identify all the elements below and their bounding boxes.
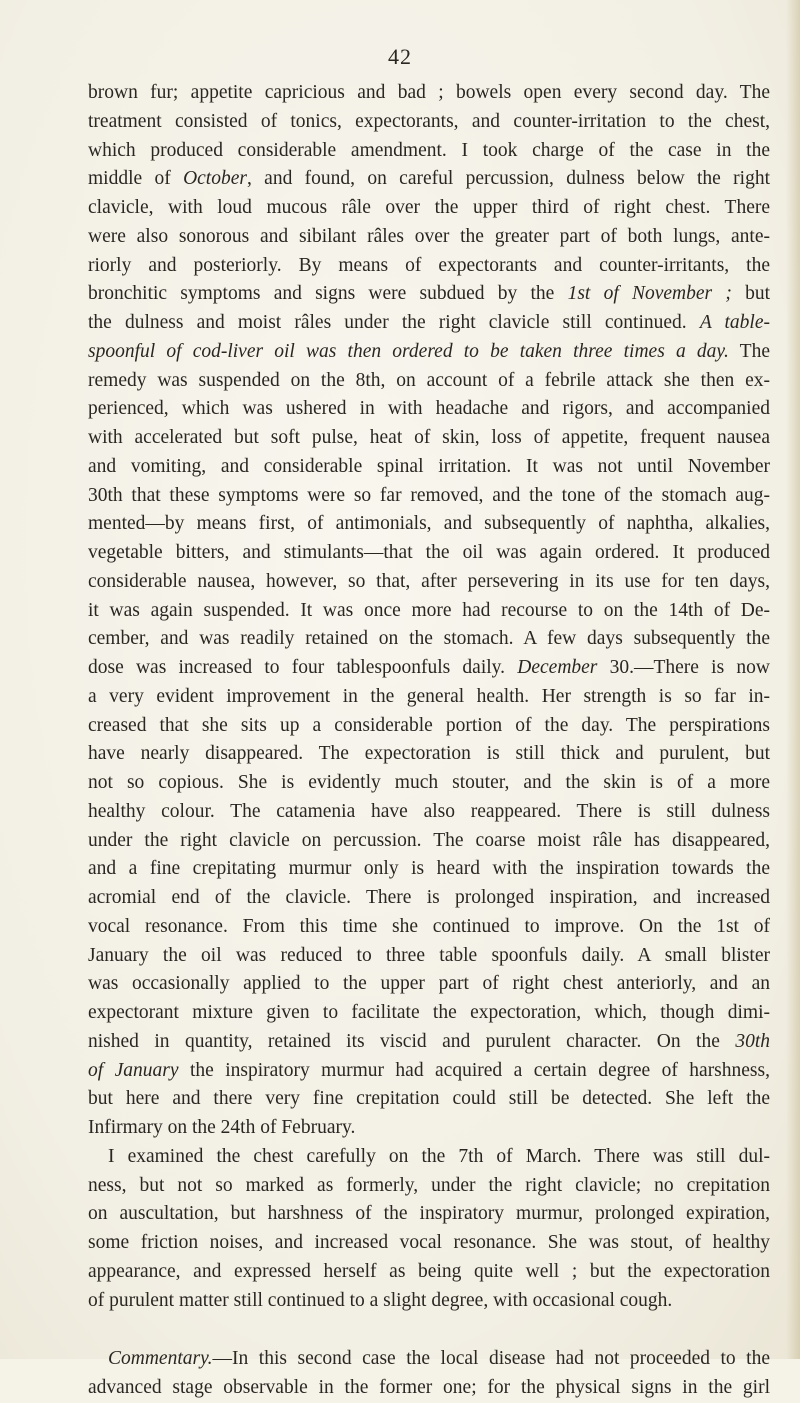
text-run: and a fine crepitating murmur only is heard with the inspiration towards the — [88, 858, 770, 880]
text-line — [88, 740, 770, 769]
text-line — [88, 252, 770, 281]
text-line — [88, 79, 770, 108]
text-line — [88, 482, 770, 511]
text-line — [88, 280, 770, 309]
text-run: —In this second case the local disease had not proceeded to the — [212, 1348, 770, 1370]
text-run: which produced considerable amendment. I took charge of the case in the — [88, 139, 770, 161]
text-run: treatment consisted of tonics, expectorants, and counter-irritation to the chest, — [88, 110, 770, 132]
italic-run: 30th — [735, 1030, 770, 1052]
text-line — [88, 165, 770, 194]
text-line — [88, 1172, 770, 1201]
text-run: on auscultation, but harshness of the inspiratory murmur, prolonged expiration, — [88, 1203, 770, 1225]
body-text — [88, 79, 770, 1403]
text-line — [88, 970, 770, 999]
text-line — [88, 367, 770, 396]
text-line — [88, 453, 770, 482]
text-run: nished in quantity, retained its viscid and purulent character. On the — [88, 1030, 736, 1052]
text-line — [88, 1374, 770, 1403]
text-line — [88, 827, 770, 856]
text-run: 30.—There is now — [597, 657, 770, 678]
text-line — [88, 338, 770, 367]
text-run: riorly and posteriorly. By means of expectorants and counter-irritants, the — [88, 254, 770, 276]
text-line — [88, 999, 770, 1028]
text-run: and vomiting, and considerable spinal irritation. It was not until November — [88, 455, 770, 477]
text-run: creased that she sits up a considerable portion of the day. The perspirations — [88, 714, 770, 736]
text-run: perienced, which was ushered in with headache and rigors, and accompanied — [88, 398, 770, 420]
text-run: a very evident improvement in the general health. Her strength is so far in- — [88, 685, 770, 707]
text-run: was occasionally applied to the upper part of right chest anteriorly, and an — [88, 973, 770, 995]
text-run: The — [728, 340, 770, 362]
text-line — [88, 510, 770, 539]
italic-run: Commentary. — [108, 1348, 213, 1370]
text-run: expectorant mixture given to facilitate the expectoration, which, though dimi- — [88, 1002, 770, 1023]
text-run: January the oil was reduced to three table spoonfuls daily. A small blister — [88, 944, 770, 966]
text-run: appearance, and expressed herself as being quite well ; but the expectoration — [88, 1260, 770, 1282]
italic-run: spoonful of cod-liver oil was then ordered to be taken three times a day. — [88, 340, 729, 362]
paragraph — [88, 1143, 770, 1316]
text-run: , and found, on careful percussion, dulness below the right — [246, 168, 770, 190]
text-run: healthy colour. The catamenia have also reappeared. There is still dulness — [88, 800, 770, 822]
text-run: it was again suspended. It was once more had recourse to on the 14th of De- — [88, 599, 770, 621]
text-line — [88, 855, 770, 884]
text-run: cember, and was readily retained on the stomach. A few days subsequently the — [88, 628, 770, 650]
text-line — [88, 683, 770, 712]
text-run: clavicle, with loud mucous râle over the upper third of right chest. There — [88, 197, 770, 218]
text-line — [88, 108, 770, 137]
text-run: the inspiratory murmur had acquired a certain degree of harshness, — [178, 1059, 770, 1081]
text-line — [88, 223, 770, 252]
text-line — [88, 309, 770, 338]
text-line — [88, 1057, 770, 1086]
text-line — [88, 1287, 770, 1316]
text-line — [88, 769, 770, 798]
page-number: 42 — [388, 44, 412, 69]
text-line — [88, 712, 770, 741]
text-line — [88, 568, 770, 597]
text-run: under the right clavicle on percussion. The coarse moist râle has disappeared, — [88, 829, 770, 851]
text-run: advanced stage observable in the former one; for the physical signs in the girl — [88, 1377, 770, 1398]
text-run: vocal resonance. From this time she continued to improve. On the 1st of — [88, 915, 770, 937]
page-edge-shadow — [786, 0, 800, 1359]
italic-run: October — [183, 168, 247, 190]
text-run: with accelerated but soft pulse, heat of skin, loss of appetite, frequent nausea — [88, 427, 770, 448]
text-line — [88, 395, 770, 424]
text-line — [88, 1345, 770, 1374]
text-line — [88, 654, 770, 683]
text-line — [88, 1028, 770, 1057]
text-run: vegetable bitters, and stimulants—that the oil was again ordered. It produced — [88, 542, 770, 563]
text-run: middle of — [88, 168, 184, 190]
text-run: the dulness and moist râles under the right clavicle still continued. — [88, 312, 700, 333]
text-run: of purulent matter still continued to a slight degree, with occasional cough. — [88, 1289, 673, 1311]
italic-run: 1st of November ; — [567, 283, 732, 305]
text-run: have nearly disappeared. The expectoration is still thick and purulent, but — [88, 743, 770, 765]
text-line — [88, 942, 770, 971]
text-line — [88, 137, 770, 166]
text-line — [88, 798, 770, 827]
italic-run: December — [517, 657, 598, 678]
text-run: but — [731, 283, 770, 305]
text-line — [88, 1085, 770, 1114]
text-line — [88, 1200, 770, 1229]
text-line — [88, 884, 770, 913]
paragraph — [88, 79, 770, 1143]
text-run: but here and there very fine crepitation could still be detected. She left the — [88, 1088, 770, 1110]
text-line — [88, 424, 770, 453]
text-run: I examined the chest carefully on the 7th of March. There was still dul- — [108, 1145, 770, 1167]
text-run: considerable nausea, however, so that, after persevering in its use for ten days, — [88, 570, 770, 592]
text-run: Infirmary on the 24th of February. — [88, 1117, 356, 1138]
text-line — [88, 1114, 770, 1143]
text-run: remedy was suspended on the 8th, on account of a febrile attack she then ex- — [88, 369, 770, 391]
text-run: dose was increased to four tablespoonfuls daily. — [88, 657, 518, 678]
text-line — [88, 1229, 770, 1258]
text-line — [88, 1258, 770, 1287]
text-line — [88, 1143, 770, 1172]
text-line — [88, 913, 770, 942]
text-run: some friction noises, and increased vocal resonance. She was stout, of healthy — [88, 1232, 770, 1253]
text-run: were also sonorous and sibilant râles over the greater part of both lungs, ante- — [88, 225, 770, 247]
text-line — [88, 539, 770, 568]
text-line — [88, 194, 770, 223]
text-run: brown fur; appetite capricious and bad ; bowels open every second day. The — [88, 82, 770, 103]
italic-run: A table- — [699, 312, 770, 333]
text-run: acromial end of the clavicle. There is prolonged inspiration, and increased — [88, 887, 770, 908]
text-line — [88, 597, 770, 626]
paragraph — [88, 1345, 770, 1403]
text-run: 30th that these symptoms were so far removed, and the tone of the stomach aug- — [88, 484, 770, 506]
text-line — [88, 625, 770, 654]
text-run: not so copious. She is evidently much stouter, and the skin is of a more — [88, 772, 770, 793]
text-run: ness, but not so marked as formerly, under the right clavicle; no crepitation — [88, 1174, 770, 1196]
text-run: mented—by means first, of antimonials, and subsequently of naphtha, alkalies, — [88, 513, 770, 535]
italic-run: of January — [88, 1059, 179, 1081]
text-run: bronchitic symptoms and signs were subdued by the — [88, 283, 568, 305]
